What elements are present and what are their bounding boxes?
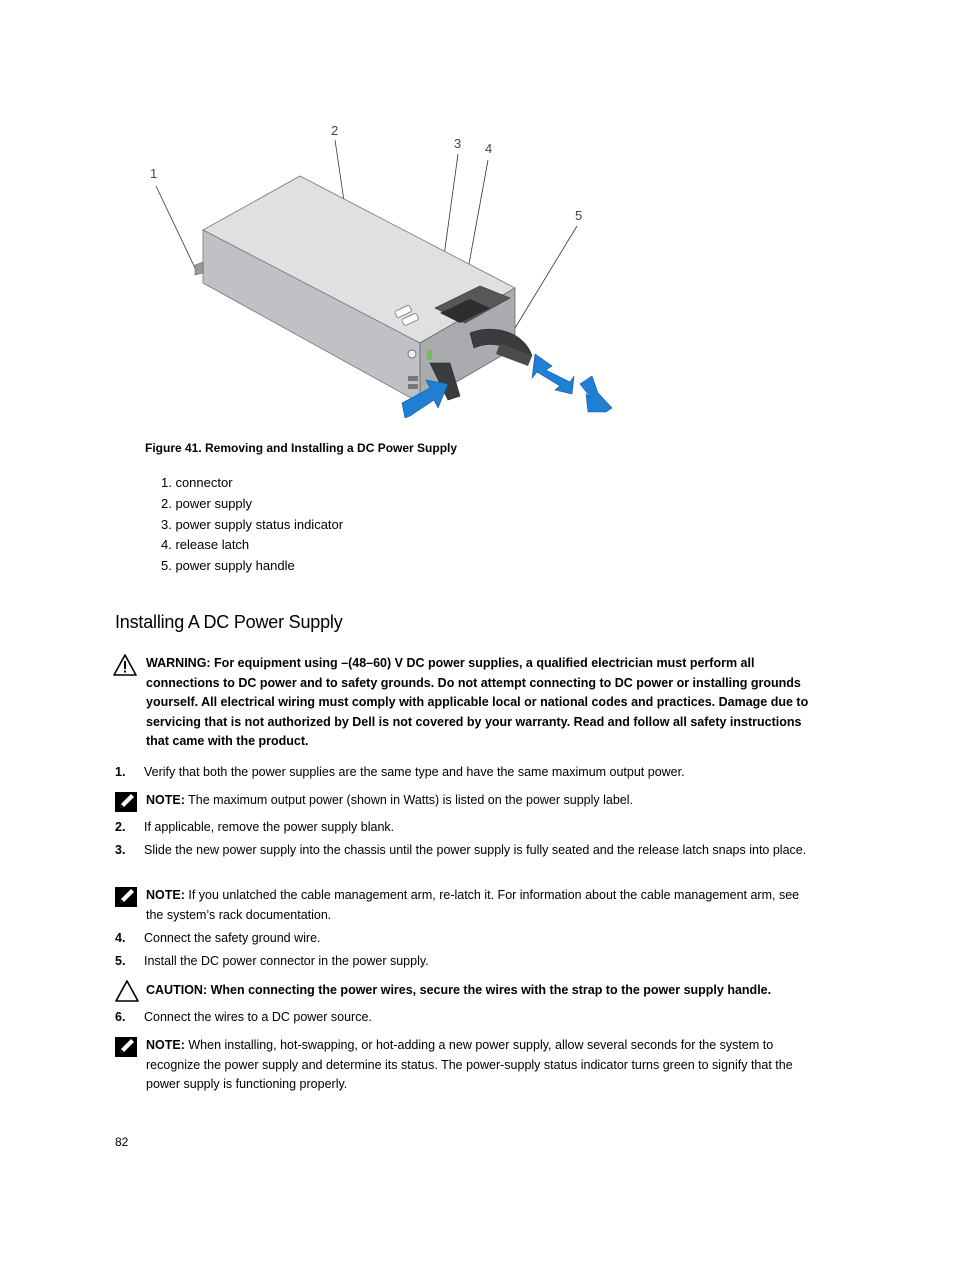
list-item: [0, 930, 954, 950]
power-supply-figure: [140, 118, 630, 418]
note-text: [146, 886, 811, 925]
note-label: NOTE:: [146, 1038, 185, 1052]
list-item: [0, 1009, 954, 1029]
step-number: 2.: [115, 820, 126, 834]
list-item: [0, 842, 954, 882]
list-item: [0, 764, 954, 784]
note-pencil-icon: [114, 1035, 140, 1059]
legend-item: 5. power supply handle: [161, 558, 295, 574]
note-body: If you unlatched the cable management arm, re-latch it. For information about the cable management arm, see the system’s rack documentation.: [146, 888, 800, 922]
section-title: Installing A DC Power Supply: [115, 612, 343, 632]
legend-item: 3. power supply status indicator: [161, 516, 344, 532]
power-supply-body: [195, 176, 532, 403]
list-item: [0, 819, 954, 839]
note-pencil-icon: [114, 790, 140, 814]
callout-5: 5: [575, 208, 583, 223]
figure-legend: [161, 473, 343, 577]
step-number: 5.: [115, 954, 126, 968]
callout-1: 1: [150, 166, 158, 181]
legend-item: 1. connector: [161, 475, 233, 490]
step-text: If applicable, remove the power supply blank.: [144, 820, 395, 834]
step-text: Connect the safety ground wire.: [144, 931, 321, 945]
note-label: NOTE:: [146, 793, 185, 807]
step-text: Verify that both the power supplies are the same type and have the same maximum output power.: [144, 765, 685, 779]
step-text: Install the DC power connector in the power supply.: [144, 954, 429, 968]
callout-2: 2: [331, 123, 339, 138]
callout-4: 4: [485, 141, 493, 156]
callout-3: 3: [454, 136, 462, 151]
caution-triangle-icon: [114, 979, 140, 1003]
legend-item: 2. power supply: [161, 495, 253, 511]
note-label: NOTE:: [146, 888, 185, 902]
warning-triangle-icon: [112, 653, 138, 677]
step-number: 4.: [115, 931, 126, 945]
note-body: The maximum output power (shown in Watts) is listed on the power supply label.: [184, 793, 634, 807]
list-item: [0, 953, 954, 973]
step-text: Slide the new power supply into the chassis until the power supply is fully seated and the release latch snaps into place.: [144, 843, 807, 857]
note-pencil-icon: [114, 885, 140, 909]
direction-arrows-right: [532, 354, 612, 412]
step-number: 3.: [115, 843, 126, 857]
warning-text: WARNING: For equipment using –(48–60) V DC power supplies, a qualified electrician must perform all connections to DC power and to safety grounds. Do not attempt connecting to DC power or installing grounds yourself. All electrical wiring must comply with applicable local or national codes and practices. Damage due to servicing that is not authorized by Dell is not covered by your warranty. Read and follow all safety instructions that came with the product.: [146, 656, 809, 748]
step-number: 6.: [115, 1010, 126, 1024]
caution-text: CAUTION: When connecting the power wires, secure the wires with the strap to the power supply handle.: [146, 983, 772, 997]
figure-caption: Figure 41. Removing and Installing a DC Power Supply: [145, 441, 458, 455]
note-body: When installing, hot-swapping, or hot-adding a new power supply, allow several seconds for the system to recognize the power supply and determine its status. The power-supply status indicator turns green to signify that the power supply is functioning properly.: [146, 1038, 793, 1091]
legend-item: 4. release latch: [161, 537, 250, 553]
page-number: 82: [115, 1135, 129, 1149]
note-text: [146, 1036, 811, 1095]
note-text: [146, 791, 811, 811]
step-text: Connect the wires to a DC power source.: [144, 1010, 372, 1024]
step-number: 1.: [115, 765, 126, 779]
